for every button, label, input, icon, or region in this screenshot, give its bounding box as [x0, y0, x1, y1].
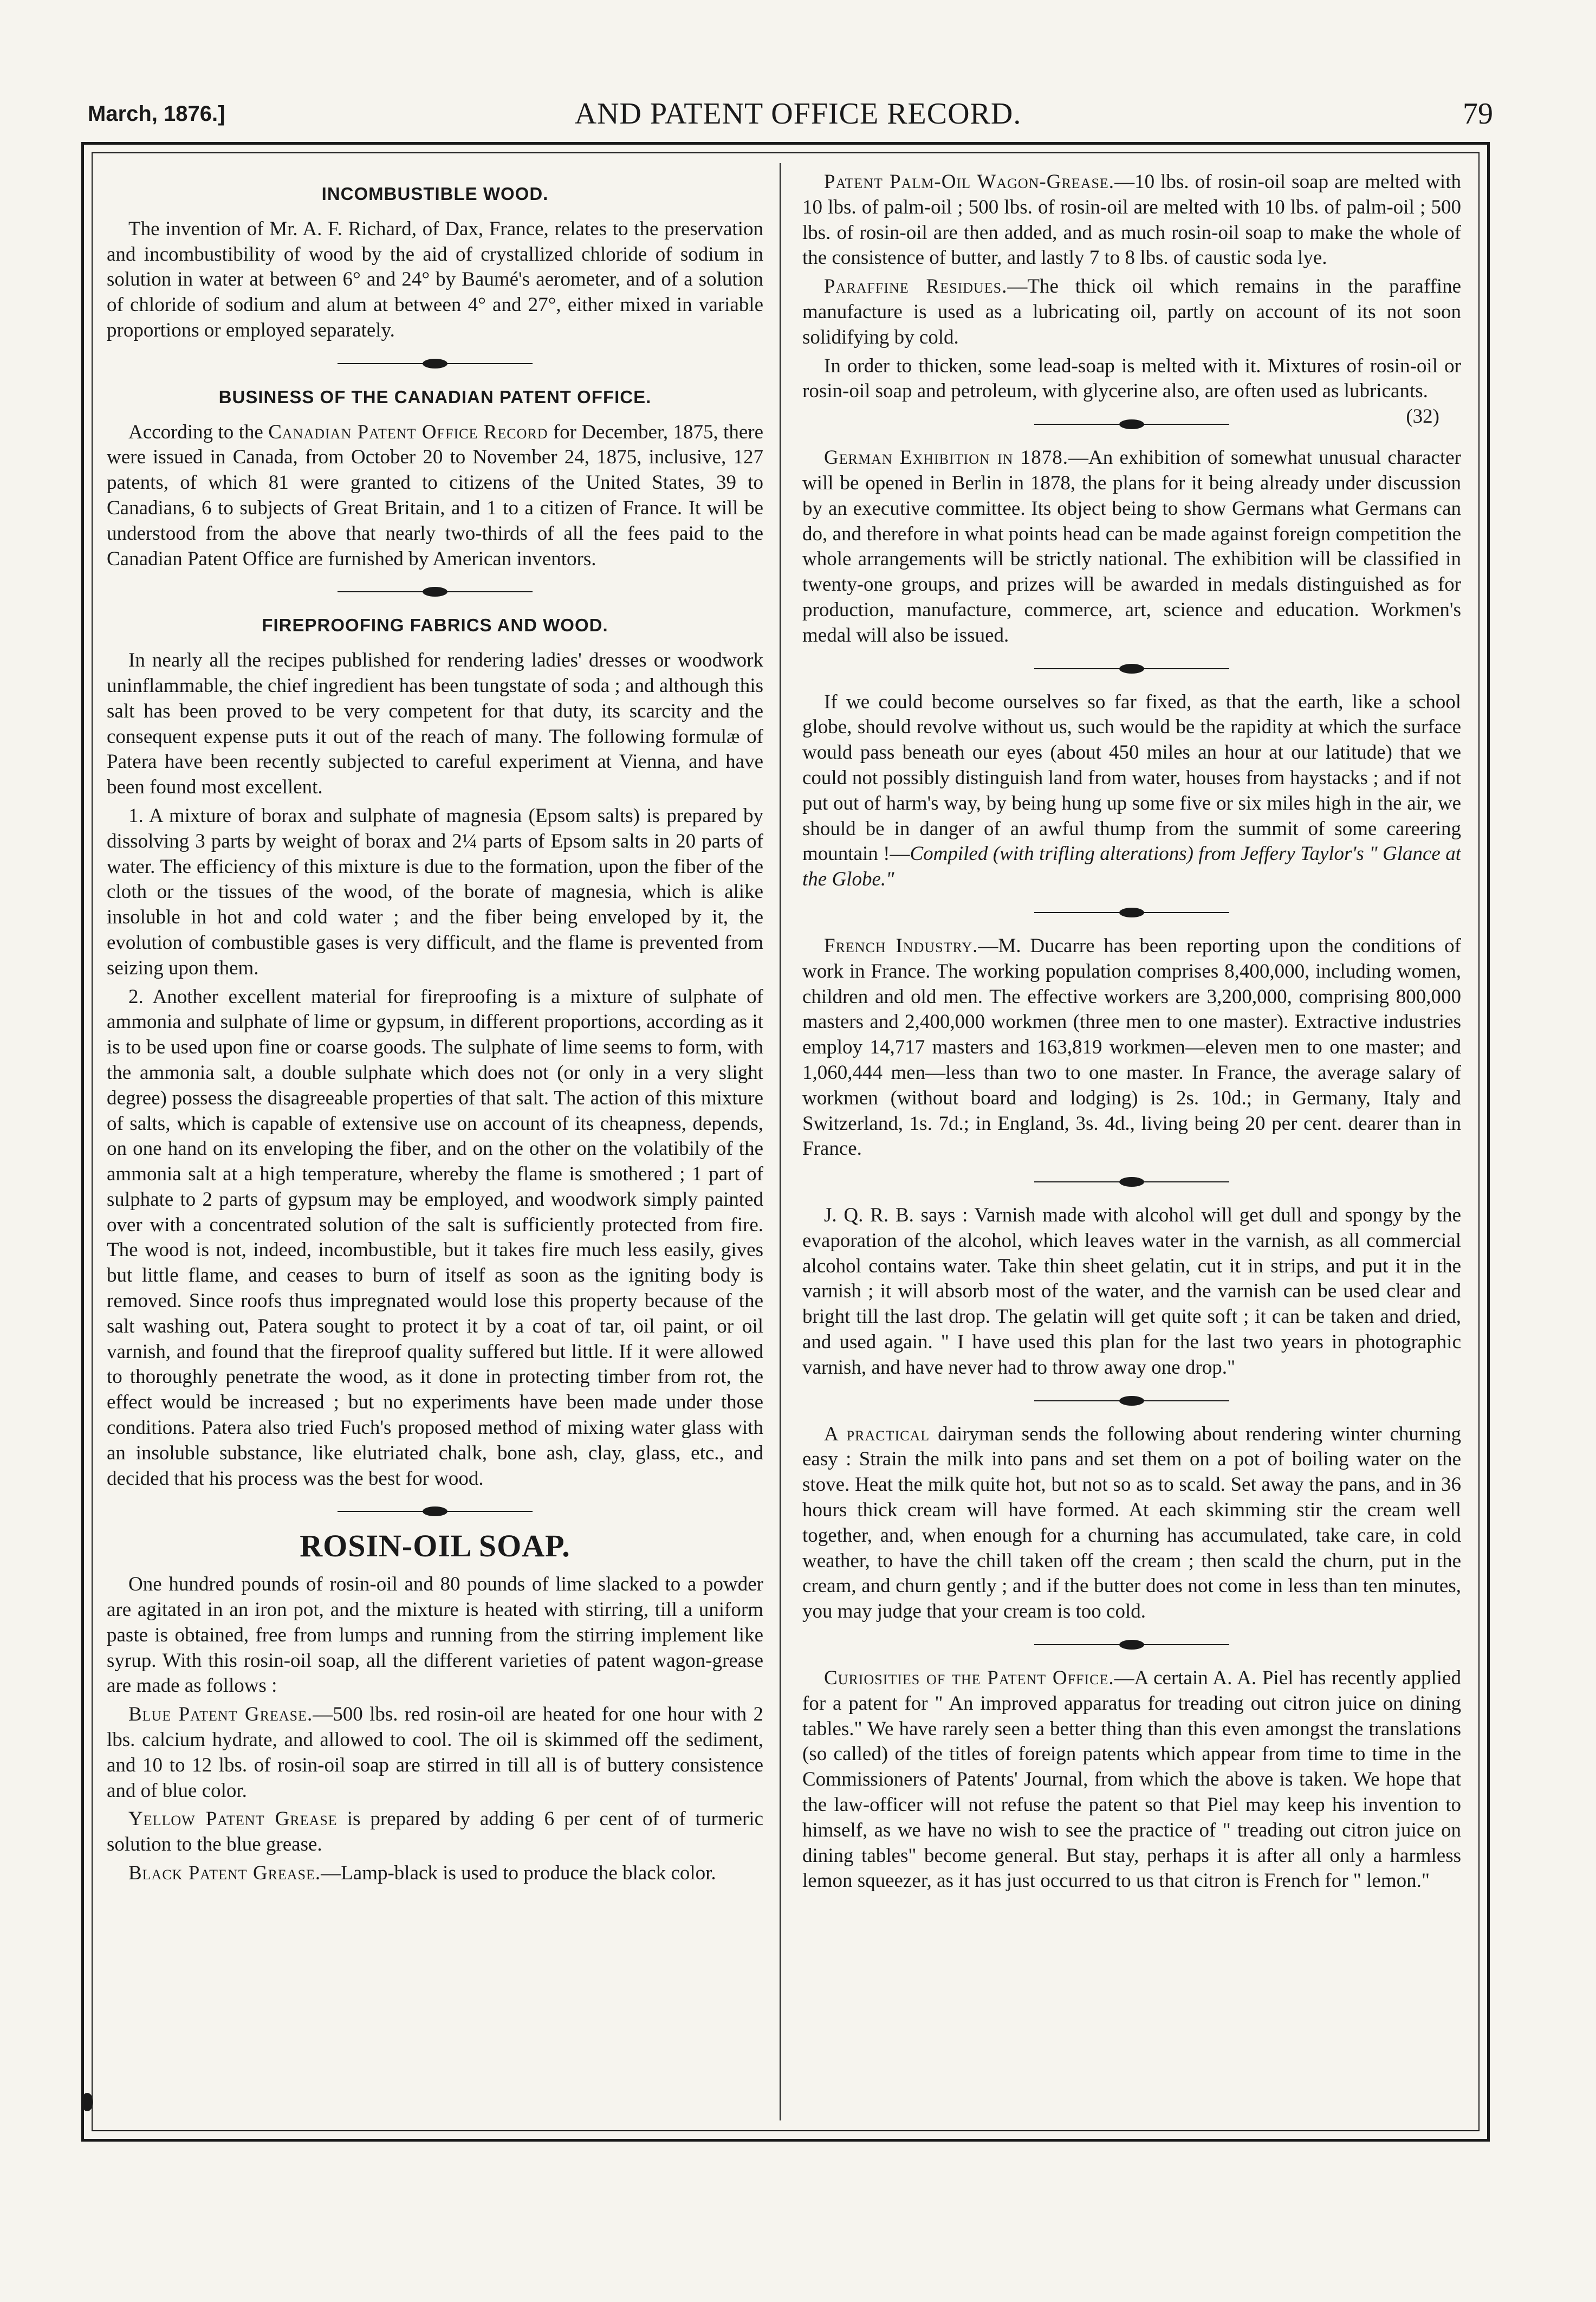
subhead-paraffine: Paraffine Residues.: [824, 275, 1008, 298]
ornamental-rule: [1034, 1395, 1229, 1407]
globe-paragraph: [802, 690, 1461, 893]
palm-oil-paragraph: [802, 170, 1461, 271]
subhead-dairy: A practical: [824, 1422, 930, 1445]
subhead-curiosities: Curiosities of the Patent Office.: [824, 1667, 1114, 1690]
article-canadian-patent-office: [107, 420, 763, 572]
paragraph-text: is prepared by adding 6 per cent of of turmeric solution to the blue grease.: [107, 1808, 763, 1856]
thicken-paragraph: [802, 354, 1461, 428]
paragraph-text: —M. Ducarre has been reporting upon the conditions of work in France. The working population comprises 8,400,000, including women, children and old men. The effective workers are 3,200,000, comprising 800,000 masters and 2,400,000 workmen (three men to one master). Extractive industries employ 14,717 masters and 163,819 workmen—eleven men to one master; and 1,060,444 men—less than two to one master. In France, the average salary of workmen (without board and lodging) is 2s. 10d.; in Germany, Italy and Switzerland, 1s. 7d.; in England, 3s. 4d., living being 20 per cent. dearer than in France.: [802, 934, 1461, 1160]
rule-ornament-icon: [423, 359, 447, 368]
heading-rosin-oil-soap: ROSIN-OIL SOAP.: [300, 1528, 570, 1564]
paragraph-text: —500 lbs. red rosin-oil are heated for one hour with 2 lbs. calcium hydrate, and allowed to cool. The oil is skimmed off the sediment, and 10 to 12 lbs. of rosin-oil soap are stirred in till all is of buttery consistence and of blue color.: [107, 1703, 763, 1802]
rule-ornament-icon: [1119, 1396, 1144, 1406]
rosin-paragraph: [107, 1807, 763, 1858]
paragraph-text: dairyman sends the following about rendering winter churning easy : Strain the milk into pans and set them on a pot of boiling water on the stove. Heat the milk quite hot, but not so as to scald. Set away the pans, and in 36 hours thick cream will have formed. At each skimming stir the cream well together, and, when enough for a churning has accumulated, take care, in cold weather, to have the chill taken off the cream ; then scald the churn, put in the cream, and churn gently ; and if the butter does not come in less than ten minutes, you may judge that your cream is too cold.: [802, 1422, 1461, 1623]
paragraph-text: —The thick oil which remains in the paraffine manufacture is used as a lubricating oil, partly on account of its not soon solidifying by cold.: [802, 275, 1461, 348]
inner-frame: [92, 152, 1480, 2131]
paragraph-text: In order to thicken, some lead-soap is melted with it. Mixtures of rosin-oil or rosin-oil soap and petroleum, with glycerine also, are often used as lubricants.: [802, 354, 1461, 403]
page-number: 79: [1463, 97, 1493, 131]
subhead-french-industry: French Industry.: [824, 934, 978, 957]
ornamental-rule: [1034, 663, 1229, 675]
subhead-black-grease: Black Patent Grease.: [128, 1862, 321, 1885]
paragraph-text: If we could become ourselves so far fixed, as that the earth, like a school globe, should revolve without us, such would be the rapidity at which the surface would pass beneath our eyes (about 450 miles an hour at our latitude) that we could not possibly distinguish land from water, houses from haystacks ; and if not put out of harm's way, by being hung up some five or six miles high in the air, we should be in danger of an awful thump from the summit of some careering mountain !—: [802, 690, 1461, 865]
rule-ornament-icon: [1119, 1177, 1144, 1187]
article-body: for December, 1875, there were issued in Canada, from October 20 to November 24, 1875, inclusive, 127 patents, of which 81 were granted to citizens of the United States, 39 to Canadians, 6 to subjects of Great Britain, and 1 to a citizen of France. It will be understood from the above that nearly two-thirds of all the fees paid to the Canadian Patent Office are furnished by American inventors.: [107, 421, 763, 570]
margin-bullet-icon: [81, 2093, 93, 2111]
ornamental-rule: [1034, 1639, 1229, 1651]
rule-ornament-icon: [423, 587, 447, 597]
page-frame: [81, 142, 1490, 2142]
dairy-paragraph: [802, 1422, 1461, 1625]
heading-incombustible-wood: INCOMBUSTIBLE WOOD.: [321, 184, 549, 204]
article-lead: According to the: [128, 421, 263, 443]
subhead-blue-grease: Blue Patent Grease.: [128, 1703, 313, 1726]
subhead-german-exhibition: German Exhibition in 1878.: [824, 447, 1068, 469]
paragraph-text: —Lamp-black is used to produce the black color.: [321, 1862, 716, 1885]
fireproofing-paragraph: In nearly all the recipes published for rendering ladies' dresses or woodwork uninflammable, the chief ingredient has been tungstate of soda ; and although this salt has been proved to be very competent for that duty, its scarcity and the consequent expense puts it out of the reach of many. The following formulæ of Patera have been recently subjected to careful experiment at Vienna, and have been found most excellent.: [107, 649, 763, 799]
globe-attribution: Compiled (with trifling alterations) from Jeffery Taylor's " Glance at the Globe.": [802, 843, 1461, 891]
curiosities-paragraph: [802, 1666, 1461, 1894]
ornamental-rule: [1034, 907, 1229, 919]
rule-ornament-icon: [423, 1506, 447, 1516]
paragraph-text: —A certain A. A. Piel has recently applied for a patent for " An improved apparatus for treading out citron juice on dining tables." We have rarely seen a better thing than this even amongst the translations (so called) of the titles of foreign patents which appear from time to time in the Commissioners of Patents' Journal, from which the above is taken. We hope that the law-officer will not refuse the patent so that Piel may keep his invention to himself, as we have no wish to see the practice of " treading out citron juice on dining tables" become general. But stay, perhaps it is after all only a harmless lemon squeezer, as it has just occurred to us that citron is French for " lemon.": [802, 1667, 1461, 1892]
rule-ornament-icon: [1119, 908, 1144, 917]
paraffine-paragraph: [802, 274, 1461, 350]
paragraph-text: —An exhibition of somewhat unusual character will be opened in Berlin in 1878, the plans for it being already under discussion by an executive committee. Its object being to show Germans what Germans can do, and therefore in what points head can be made against foreign competition the whole arrangements will be strictly national. The exhibition will be classified in twenty-one groups, and prizes will be awarded in medals distinguished as for production, manufacture, commerce, art, science and education. Workmen's medal will also be issued.: [802, 447, 1461, 646]
heading-canadian-patent-office: BUSINESS OF THE CANADIAN PATENT OFFICE.: [218, 386, 652, 407]
left-column: [107, 170, 763, 2120]
reference-number: (32): [1406, 405, 1439, 428]
french-industry-paragraph: [802, 934, 1461, 1162]
german-exhibition-paragraph: [802, 445, 1461, 648]
ornamental-rule: [338, 358, 533, 370]
varnish-paragraph: J. Q. R. B. says : Varnish made with alcohol will get dull and spongy by the evaporation of the alcohol, which leaves water in the varnish, as all commercial alcohol contains water. Take thin sheet gelatin, cut it in strips, and put it in the varnish ; it will absorb most of the water, and the varnish can be used clear and bright till the last drop. The gelatin will get quite soft ; it can be taken and dried, and used again. " I have used this plan for the last two years in photographic varnish, and have never had to throw away one drop.": [802, 1204, 1461, 1379]
running-head: [81, 96, 1515, 134]
fireproofing-paragraph: 1. A mixture of borax and sulphate of magnesia (Epsom salts) is prepared by dissolving 3 parts by weight of borax and 2¼ parts of Epsom salts in 20 parts of water. The efficiency of this mixture is due to the formation, upon the fiber of the cloth or the tissues of the wood, of the borate of magnesia, which is alike insoluble in hot and cold water ; and the fiber being enveloped by it, the evolution of combustible gases is very difficult, and the flame is prevented from seizing upon them.: [107, 804, 763, 979]
issue-date: March, 1876.]: [88, 102, 225, 126]
subhead-palm-oil: Patent Palm-Oil Wagon-Grease.: [824, 171, 1115, 193]
right-column: [802, 170, 1461, 2120]
paragraph-text: —10 lbs. of rosin-oil soap are melted with 10 lbs. of palm-oil ; 500 lbs. of rosin-oil are melted with 10 lbs. of palm-oil ; 500 lbs. of rosin-oil are then added, and as much rosin-oil soap to make the whole of the consistence of butter, and lastly 7 to 8 lbs. of caustic soda lye.: [802, 171, 1461, 269]
ornamental-rule: [338, 1505, 533, 1517]
rosin-paragraph: One hundred pounds of rosin-oil and 80 pounds of lime slacked to a powder are agitated in an iron pot, and the mixture is heated with stirring, till a uniform paste is obtained, free from lumps and running from the stirring implement like syrup. With this rosin-oil soap, all the different varieties of patent wagon-grease are made as follows :: [107, 1573, 763, 1697]
ornamental-rule: [338, 586, 533, 598]
ornamental-rule: [1034, 418, 1229, 430]
rule-ornament-icon: [1119, 1640, 1144, 1650]
publication-name: Canadian Patent Office Record: [268, 421, 548, 443]
rosin-paragraph: [107, 1861, 763, 1886]
ornamental-rule: [1034, 1176, 1229, 1188]
fireproofing-paragraph: 2. Another excellent material for fireproofing is a mixture of sulphate of ammonia and sulphate of lime or gypsum, in different proportions, according as it is to be used upon fine or coarse goods. The sulphate of lime seems to form, with the ammonia salt, a double sulphate which does not (or only in a very slight degree) possess the disagreeable properties of that salt. The action of this mixture of salts, which is capable of extensive use on account of its cheapness, depends, on one hand on its enveloping the fiber, and on the other on the volatibily of the ammonia salt at a high temperature, whereby the flame is smothered ; 1 part of sulphate to 2 parts of gypsum may be employed, and woodwork simply painted over with a concentrated solution of the salt is sufficiently protected from fire. The wood is not, indeed, incombustible, but it takes fire much less easily, gives but little flame, and ceases to burn of itself as soon as the igniting body is removed. Since roofs thus impregnated would lose this property because of the salt washing out, Patera sought to protect it by a coat of tar, oil paint, or oil varnish, and found that the fireproof quality suffered but little. If it were allowed to thoroughly penetrate the wood, as it done in protecting timber from rot, the effect would be increased ; but no experiments have been made under those conditions. Patera also tried Fuch's proposed method of mixing water glass with an insoluble substance, like elutriated chalk, bone ash, clay, glass, etc., and decided that his process was the best for wood.: [107, 985, 763, 1490]
subhead-yellow-grease: Yellow Patent Grease: [128, 1808, 338, 1831]
heading-fireproofing: FIREPROOFING FABRICS AND WOOD.: [262, 615, 608, 636]
column-divider: [780, 163, 781, 2120]
rosin-paragraph: [107, 1702, 763, 1803]
article-incombustible-wood: The invention of Mr. A. F. Richard, of Dax, France, relates to the preservation and incombustibility of wood by the aid of crystallized chloride of sodium in solution in water at between 6° and 24° by Baumé's aerometer, and of a solution of chloride of sodium and alum at between 4° and 27°, either mixed in variable proportions or employed separately.: [107, 217, 763, 341]
rule-ornament-icon: [1119, 419, 1144, 429]
journal-title: AND PATENT OFFICE RECORD.: [574, 97, 1022, 131]
rule-ornament-icon: [1119, 664, 1144, 674]
